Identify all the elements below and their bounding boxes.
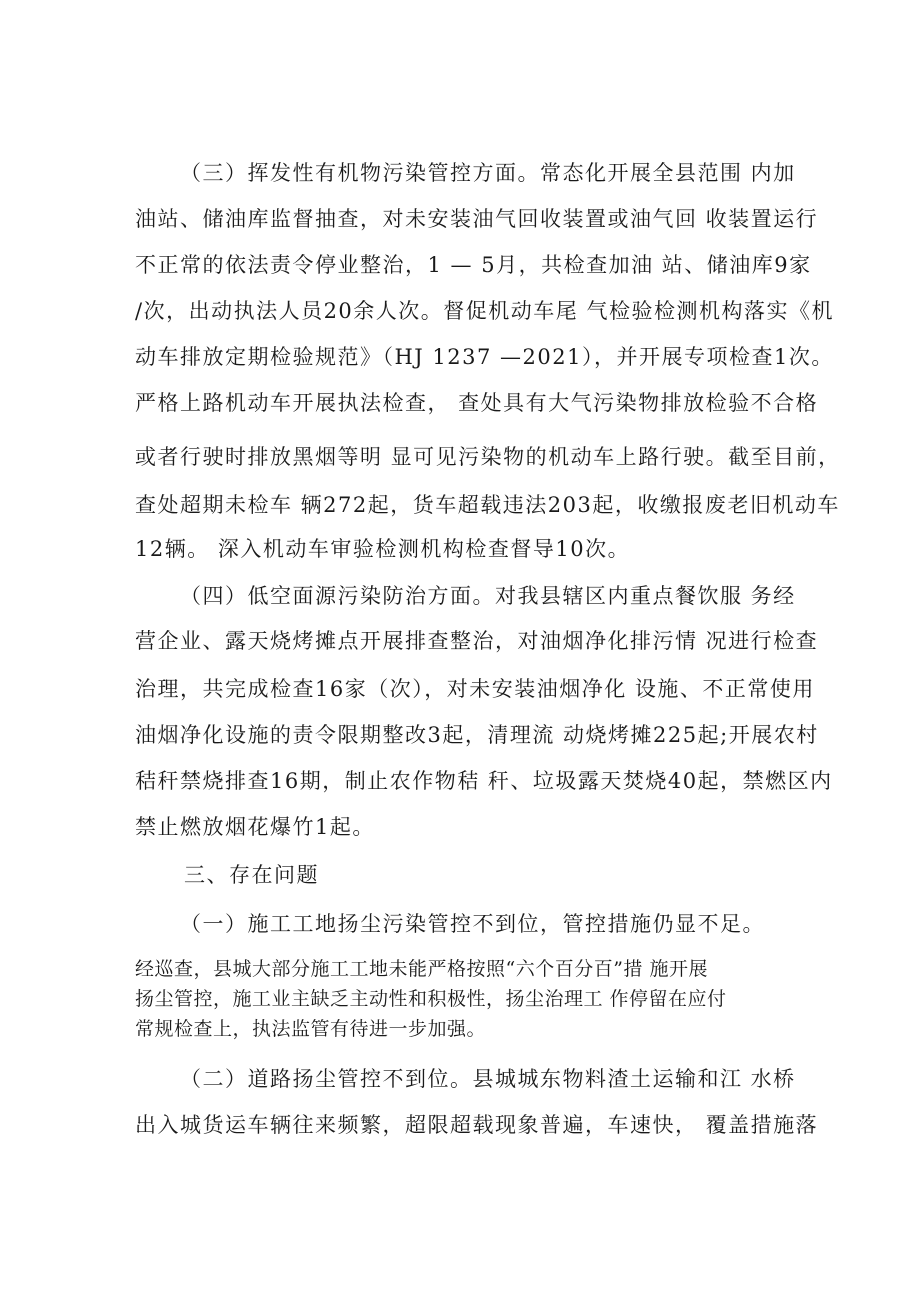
paragraph-line: 禁止燃放烟花爆竹1起。 bbox=[135, 815, 375, 839]
paragraph-line: 治理，共完成检查16家（次），对未安装油烟净化 设施、不正常使用 bbox=[135, 677, 815, 701]
paragraph-line: 动车排放定期检验规范》（HJ 1237 —2021），并开展专项检查1次。 bbox=[135, 345, 834, 369]
section-heading: 三、存在问题 bbox=[184, 863, 319, 887]
paragraph-line: /次，出动执法人员20余人次。督促机动车尾 气检验检测机构落实《机 bbox=[135, 299, 834, 323]
paragraph-line: 常规检查上，执法监管有待进一步加强。 bbox=[135, 1018, 487, 1040]
paragraph-line: 扬尘管控，施工业主缺乏主动性和积极性，扬尘治理工 作停留在应付 bbox=[135, 988, 727, 1010]
paragraph-line: （二）道路扬尘管控不到位。县城城东物料渣土运输和江 水桥 bbox=[180, 1067, 796, 1091]
paragraph-line: 12辆。 深入机动车审验检测机构检查督导10次。 bbox=[135, 537, 631, 561]
paragraph-line: 严格上路机动车开展执法检查， 查处具有大气污染物排放检验不合格 bbox=[135, 391, 819, 415]
paragraph-line: 营企业、露天烧烤摊点开展排查整治，对油烟净化排污情 况进行检查 bbox=[135, 629, 819, 653]
paragraph-line: （三）挥发性有机物污染管控方面。常态化开展全县范围 内加 bbox=[180, 161, 796, 185]
paragraph-line: 出入城货运车辆往来频繁，超限超载现象普遍，车速快， 覆盖措施落 bbox=[135, 1113, 819, 1137]
paragraph-line: （四）低空面源污染防治方面。对我县辖区内重点餐饮服 务经 bbox=[180, 584, 796, 608]
paragraph-line: 油站、储油库监督抽查，对未安装油气回收装置或油气回 收装置运行 bbox=[135, 207, 819, 231]
paragraph-line: 油烟净化设施的责令限期整改3起，清理流 动烧烤摊225起;开展农村 bbox=[135, 723, 819, 747]
paragraph-line: 查处超期未检车 辆272起，货车超载违法203起，收缴报废老旧机动车 bbox=[135, 493, 840, 517]
paragraph-line: 经巡查，县城大部分施工工地未能严格按照“六个百分百”措 施开展 bbox=[135, 958, 708, 980]
paragraph-line: 或者行驶时排放黑烟等明 显可见污染物的机动车上路行驶。截至目前， bbox=[135, 445, 841, 469]
paragraph-line: 不正常的依法责令停业整治，1 — 5月，共检查加油 站、储油库9家 bbox=[135, 253, 812, 277]
problem-title: （一）施工工地扬尘污染管控不到位，管控措施仍显不足。 bbox=[180, 912, 765, 936]
paragraph-line: 秸秆禁烧排查16期，制止农作物秸 秆、垃圾露天焚烧40起，禁燃区内 bbox=[135, 769, 833, 793]
